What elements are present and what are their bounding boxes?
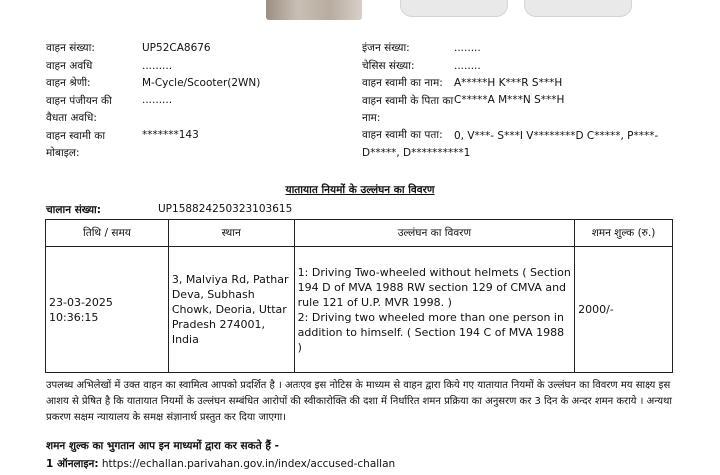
table-row xyxy=(46,247,673,373)
field-label: वाहन स्वामी के पिता का नाम: xyxy=(362,95,454,124)
field-label: वाहन अवधि xyxy=(46,60,93,72)
field-label: वाहन श्रेणी: xyxy=(46,77,91,89)
evidence-photo xyxy=(266,0,362,20)
owner-father-name-row xyxy=(362,93,682,123)
payment-online-link[interactable]: https://echallan.parivahan.gov.in/index/accused-challan xyxy=(101,458,396,470)
header-fine: शमन शुल्क (रु.) xyxy=(575,220,673,247)
challan-number-value: UP158824250323103615 xyxy=(158,203,293,215)
engine-number-value: ........ xyxy=(454,42,481,54)
vehicle-number-value: UP52CA8676 xyxy=(142,42,211,54)
violations-table xyxy=(45,219,673,373)
field-label: वाहन संख्या: xyxy=(46,42,95,54)
owner-name-value: A*****H K***R S***H xyxy=(454,77,563,89)
field-label: वाहन स्वामी का मोबाइल: xyxy=(46,130,106,159)
violation-item: 2: Driving two wheeled more than one person in addition to himself. ( Section 194 C of MVA 1988 ) xyxy=(297,310,565,354)
violation-fine: 2000/- xyxy=(575,247,673,373)
header-place: स्थान xyxy=(168,220,294,247)
vehicle-class-value: M-Cycle/Scooter(2WN) xyxy=(142,77,261,89)
violation-place: 3, Malviya Rd, Pathar Deva, Subhash Chowk, Deoria, Uttar Pradesh 274001, India xyxy=(168,247,294,373)
registration-validity-value: ......... xyxy=(142,94,173,106)
owner-father-name-value: C*****A M***N S***H xyxy=(454,94,565,106)
owner-mobile-row xyxy=(46,128,346,158)
violation-item: 1: Driving Two-wheeled without helmets ( Section 194 D of MVA 1988 RW section 129 of CMVA and rule 121 of U.P. MVR 1998. ) xyxy=(297,265,571,309)
violation-description xyxy=(294,247,574,373)
payment-online-label: 1 ऑनलाइन: xyxy=(46,458,99,470)
header-datetime: तिथि / समय xyxy=(46,220,169,247)
field-label: वाहन स्वामी का नाम: xyxy=(362,77,443,89)
field-label: चेसिस संख्या: xyxy=(362,60,415,72)
registration-validity-row xyxy=(46,93,346,123)
payment-heading: शमन शुल्क का भुगतान आप इन माध्यमों द्वारा कर सकते हैं - xyxy=(46,440,279,452)
header-button-right[interactable] xyxy=(524,0,632,17)
header-image-strip xyxy=(0,0,720,22)
owner-address-value: 0, V***- S***I V********D C*****, P****- D*****, D**********1 xyxy=(362,130,659,159)
header-button-left[interactable] xyxy=(400,0,508,17)
notice-paragraph: उपलब्ध अभिलेखों में उक्त वाहन का स्वामित्व आपको प्रदर्शित है । अतःएव इस नोटिस के माध्यम से वाहन द्वारा किये गए यातायात नियमों के उल्लंघन का विवरण मय साक्ष्य इस आशय से प्रेषित है कि यातायात नियमों के उल्लंघन सम्बंधित आरोपों की स्वीकारोक्ति की दशा में निर्धारित शमन प्रक्रिया का अनुसरण कर 3 दिन के अन्दर शमन कराये । अन्यथा प्रकरण सक्षम न्यायालय के समक्ष संज्ञानार्थ प्रस्तुत कर दिया जाएगा। xyxy=(46,380,673,423)
owner-address-row xyxy=(362,128,682,162)
owner-mobile-value: *******143 xyxy=(142,129,199,141)
chassis-number-value: ........ xyxy=(454,60,481,72)
payment-online-line xyxy=(46,457,395,471)
violation-datetime: 23-03-2025 10:36:15 xyxy=(46,247,169,373)
section-title: यातायात नियमों के उल्लंघन का विवरण xyxy=(285,184,435,196)
table-header-row xyxy=(46,220,673,247)
field-label: वाहन पंजीयन की वैधता अवधि: xyxy=(46,95,112,124)
vehicle-period-value: ......... xyxy=(142,60,173,72)
field-label: इंजन संख्या: xyxy=(362,42,410,54)
field-label: वाहन स्वामी का पता: xyxy=(362,129,443,141)
challan-number-label: चालान संख्या: xyxy=(46,204,101,216)
header-violation: उल्लंघन का विवरण xyxy=(294,220,574,247)
